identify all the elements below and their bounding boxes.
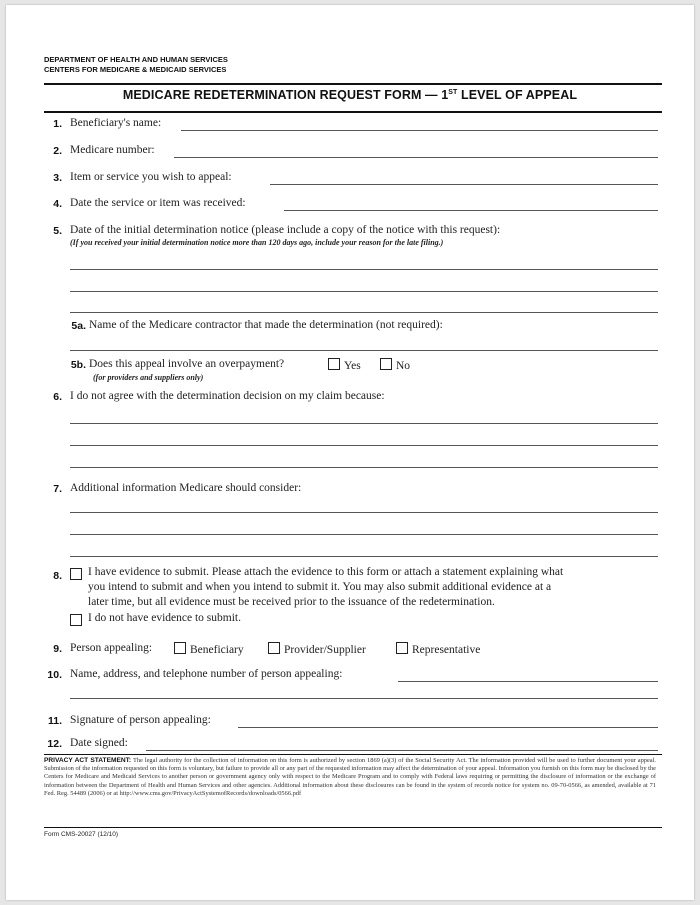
form-page <box>6 5 694 900</box>
disagreement-field-line-2[interactable] <box>70 445 658 446</box>
determination-date-label: Date of the initial determination notice (please include a copy of the notice with this request): <box>70 224 501 236</box>
field-5a-number: 5a. <box>71 320 86 332</box>
contractor-name-label: Name of the Medicare contractor that made the determination (not required): <box>89 319 443 331</box>
beneficiary-option[interactable] <box>174 642 244 656</box>
date-signed-field[interactable] <box>146 750 658 751</box>
medicare-number-field[interactable] <box>174 157 658 158</box>
privacy-act-statement <box>44 757 656 798</box>
field-8-number: 8. <box>53 570 62 582</box>
determination-field-line-1[interactable] <box>70 269 658 270</box>
determination-field-line-3[interactable] <box>70 312 658 313</box>
overpayment-yes-label: Yes <box>344 360 361 372</box>
agency-line-1: DEPARTMENT OF HEALTH AND HUMAN SERVICES <box>44 55 228 64</box>
privacy-body: The legal authority for the collection of information on this form is authorized by section 1869 (a)(3) of the Social Security Act. The information provided will be used to further document your appeal. Submission of the information requested on this form is voluntary, but failure to provide all or any part of the requested information may affect the determination of your appeal. Information you furnish on this form may be disclosed by the Centers for Medicare and Medicaid Services to another person or government agency only with respect to the Medicare Program and to comply with Federal laws requiring or permitting the disclosure of information or the exchange of information between the Department of Health and Human Services and other agencies. Additional information about these disclosures can be found in the system of records notice for system no. 09-70-0566, as amended, available at 71 Fed. Reg. 54489 (2006) or at http://www.cms.gov/PrivacyActSystemofRecords/downloads/0566.pdf <box>44 757 657 797</box>
overpayment-no-checkbox[interactable] <box>380 358 392 370</box>
privacy-bottom-rule <box>44 827 662 828</box>
agency-line-2: CENTERS FOR MEDICARE & MEDICAID SERVICES <box>44 65 227 74</box>
field-10-number: 10. <box>47 669 62 681</box>
providers-note: (for providers and suppliers only) <box>93 373 204 382</box>
provider-supplier-option[interactable] <box>268 642 366 656</box>
privacy-top-rule <box>44 754 662 755</box>
field-9-number: 9. <box>53 643 62 655</box>
overpayment-question-label: Does this appeal involve an overpayment? <box>89 358 285 370</box>
date-signed-label: Date signed: <box>70 737 128 749</box>
title-top-rule <box>44 83 662 85</box>
field-11-number: 11. <box>47 715 62 727</box>
representative-option[interactable] <box>396 642 480 656</box>
field-12-number: 12. <box>47 738 62 750</box>
contractor-name-field[interactable] <box>70 350 658 351</box>
beneficiary-name-label: Beneficiary's name: <box>70 117 162 129</box>
overpayment-no-label: No <box>396 360 411 372</box>
field-6-number: 6. <box>53 391 62 403</box>
overpayment-yes-option[interactable] <box>328 358 361 372</box>
field-7-number: 7. <box>53 483 62 495</box>
field-1-number: 1. <box>53 118 62 130</box>
title-bottom-rule <box>44 111 662 113</box>
item-service-label: Item or service you wish to appeal: <box>70 171 232 183</box>
representative-checkbox[interactable] <box>396 642 408 654</box>
disagreement-label: I do not agree with the determination decision on my claim because: <box>70 390 385 402</box>
appellant-contact-label: Name, address, and telephone number of person appealing: <box>70 668 343 680</box>
signature-field[interactable] <box>238 727 658 728</box>
additional-info-field-line-1[interactable] <box>70 512 658 513</box>
privacy-heading: PRIVACY ACT STATEMENT: <box>44 757 132 764</box>
appellant-contact-field-line-1[interactable] <box>398 681 658 682</box>
determination-field-line-2[interactable] <box>70 291 658 292</box>
field-5-number: 5. <box>53 225 62 237</box>
field-3-number: 3. <box>53 172 62 184</box>
field-2-number: 2. <box>53 145 62 157</box>
beneficiary-name-field[interactable] <box>181 130 658 131</box>
evidence-submit-text-3: later time, but all evidence must be received prior to the issuance of the redetermination. <box>88 596 495 608</box>
item-service-field[interactable] <box>270 184 658 185</box>
service-date-field[interactable] <box>284 210 658 211</box>
additional-info-label: Additional information Medicare should consider: <box>70 482 302 494</box>
disagreement-field-line-3[interactable] <box>70 467 658 468</box>
evidence-submit-text-2: you intend to submit and when you intend to submit it. You may also submit additional evidence at a <box>88 581 552 593</box>
representative-option-label: Representative <box>412 644 481 656</box>
service-date-label: Date the service or item was received: <box>70 197 246 209</box>
evidence-submit-checkbox[interactable] <box>70 568 82 580</box>
medicare-number-label: Medicare number: <box>70 144 155 156</box>
late-filing-note: (If you received your initial determination notice more than 120 days ago, include your reason for the late filing.) <box>70 238 444 247</box>
no-evidence-checkbox[interactable] <box>70 614 82 626</box>
form-title: MEDICARE REDETERMINATION REQUEST FORM — 1ST LEVEL OF APPEAL <box>122 88 578 102</box>
overpayment-yes-checkbox[interactable] <box>328 358 340 370</box>
additional-info-field-line-3[interactable] <box>70 556 658 557</box>
evidence-submit-text-1: I have evidence to submit. Please attach the evidence to this form or attach a statement explaining what <box>88 566 564 578</box>
field-5b-number: 5b. <box>70 359 86 371</box>
beneficiary-checkbox[interactable] <box>174 642 186 654</box>
appellant-contact-field-line-2[interactable] <box>70 698 658 699</box>
disagreement-field-line-1[interactable] <box>70 423 658 424</box>
additional-info-field-line-2[interactable] <box>70 534 658 535</box>
provider-supplier-checkbox[interactable] <box>268 642 280 654</box>
field-4-number: 4. <box>53 198 62 210</box>
no-evidence-label: I do not have evidence to submit. <box>88 612 241 624</box>
signature-label: Signature of person appealing: <box>70 714 211 726</box>
provider-supplier-option-label: Provider/Supplier <box>284 644 366 656</box>
person-appealing-label: Person appealing: <box>70 642 153 654</box>
overpayment-no-option[interactable] <box>380 358 410 372</box>
beneficiary-option-label: Beneficiary <box>190 644 244 656</box>
form-number: Form CMS-20027 (12/10) <box>44 831 119 838</box>
